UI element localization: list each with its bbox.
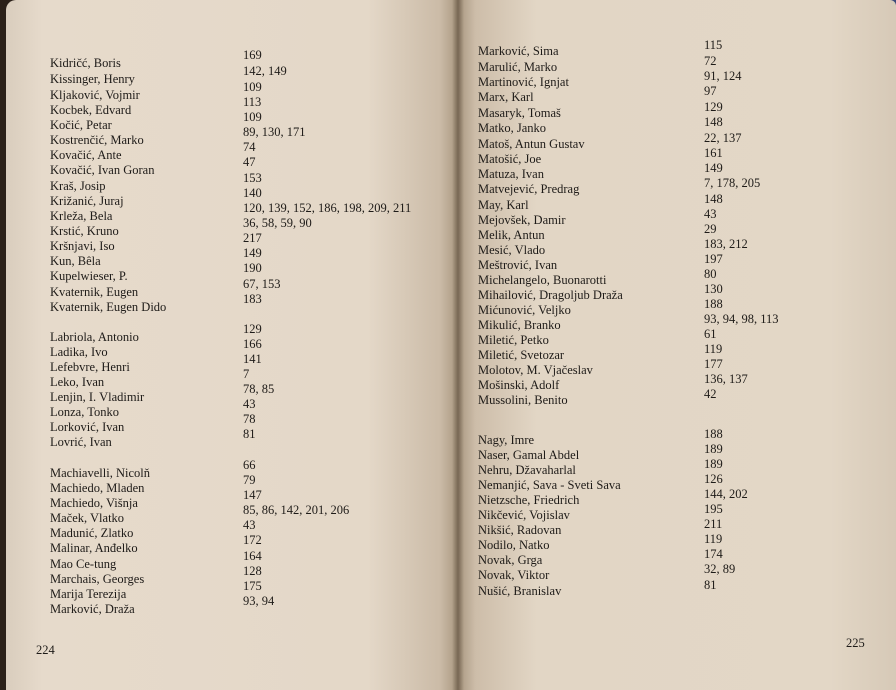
index-entry-pages: 197 — [704, 252, 723, 267]
index-entry-name: Leko, Ivan — [50, 374, 105, 389]
index-entry-name: Marković, Draža — [50, 601, 135, 616]
index-entry-name: Marulić, Marko — [478, 59, 558, 74]
index-entry-name: Ladika, Ivo — [50, 344, 108, 359]
index-entry-name: Mićunović, Veljko — [478, 302, 571, 317]
index-entry-pages: 120, 139, 152, 186, 198, 209, 211 — [243, 201, 412, 215]
index-entry-pages: 217 — [243, 231, 262, 245]
index-entry-name: Kovačić, Ivan Goran — [50, 162, 155, 177]
index-entry-pages: 188 — [704, 297, 723, 312]
index-entry-pages: 113 — [243, 95, 262, 109]
index-entry-pages: 128 — [243, 564, 262, 578]
index-entry-name: Nodilo, Natko — [478, 537, 550, 552]
index-entry-name: Lonza, Tonko — [50, 404, 120, 419]
index-entry-pages: 115 — [704, 38, 723, 53]
index-entry-name: Marković, Sima — [478, 43, 559, 58]
index-entry-name: Madunić, Zlatko — [50, 525, 134, 540]
index-entry-pages: 29 — [704, 222, 717, 237]
index-entry-pages: 129 — [704, 100, 723, 115]
index-entry-name: Nehru, Džavaharlal — [478, 462, 576, 477]
index-entry-pages: 36, 58, 59, 90 — [243, 216, 312, 230]
index-entry-pages: 189 — [704, 442, 723, 457]
index-entry-pages: 147 — [243, 488, 262, 502]
index-entry-name: Machiedo, Višnja — [50, 495, 138, 510]
index-entry-name: Kostrenčić, Marko — [50, 132, 144, 147]
index-entry-pages: 61 — [704, 327, 717, 342]
right-page — [458, 0, 896, 690]
index-entry-name: Novak, Viktor — [478, 567, 550, 582]
index-entry-pages: 149 — [243, 246, 262, 260]
index-entry-name: Kidričć, Boris — [50, 55, 121, 70]
index-entry-pages: 148 — [704, 192, 723, 207]
index-entry-pages: 189 — [704, 457, 723, 472]
index-entry-name: Kocbek, Edvard — [50, 102, 132, 117]
index-entry-pages: 136, 137 — [704, 372, 748, 387]
index-entry-name: Matko, Janko — [478, 120, 547, 135]
index-entry-name: Novak, Grga — [478, 552, 543, 567]
index-entry-pages: 144, 202 — [704, 487, 748, 502]
index-entry-pages: 81 — [704, 578, 717, 593]
index-entry-pages: 130 — [704, 282, 723, 297]
index-entry-pages: 109 — [243, 80, 262, 94]
index-entry-name: Mesić, Vlado — [478, 242, 546, 257]
index-entry-name: Nikšić, Radovan — [478, 522, 562, 537]
index-entry-pages: 149 — [704, 161, 723, 176]
index-entry-name: Kršnjavi, Iso — [50, 238, 115, 253]
index-entry-pages: 79 — [243, 473, 256, 487]
index-entry-name: Kupelwieser, P. — [50, 268, 128, 283]
index-entry-pages: 43 — [704, 207, 717, 222]
index-entry-pages: 141 — [243, 352, 262, 366]
index-entry-pages: 183, 212 — [704, 237, 748, 252]
index-entry-pages: 126 — [704, 472, 723, 487]
index-entry-pages: 93, 94, 98, 113 — [704, 312, 779, 327]
index-entry-name: Kljaković, Vojmir — [50, 87, 140, 102]
index-entry-name: Nemanjić, Sava - Sveti Sava — [478, 477, 621, 492]
index-entry-name: Maček, Vlatko — [50, 510, 125, 525]
index-entry-pages: 140 — [243, 186, 262, 200]
index-entry-name: Mihailović, Dragoljub Draža — [478, 287, 623, 302]
left-page-number: 224 — [36, 643, 55, 657]
index-entry-name: Labriola, Antonio — [50, 329, 139, 344]
index-entry-name: Nietzsche, Friedrich — [478, 492, 580, 507]
index-entry-name: Kvaternik, Eugen — [50, 284, 139, 299]
index-entry-name: Marija Terezija — [50, 586, 127, 601]
index-entry-name: Kočić, Petar — [50, 117, 112, 132]
index-entry-name: Marx, Karl — [478, 89, 534, 104]
index-entry-pages: 93, 94 — [243, 594, 275, 608]
index-entry-name: Lorković, Ivan — [50, 419, 125, 434]
index-entry-pages: 74 — [243, 140, 256, 154]
index-entry-pages: 183 — [243, 292, 262, 306]
index-entry-pages: 43 — [243, 518, 256, 532]
index-entry-pages: 7 — [243, 367, 250, 381]
index-entry-pages: 80 — [704, 267, 717, 282]
index-entry-name: Mikulić, Branko — [478, 317, 561, 332]
index-entry-name: Krstić, Kruno — [50, 223, 119, 238]
index-entry-pages: 32, 89 — [704, 562, 736, 577]
index-entry-name: Machiavelli, Nicolň — [50, 465, 150, 480]
index-entry-name: Križanić, Juraj — [50, 193, 124, 208]
index-entry-pages: 169 — [243, 48, 262, 62]
index-entry-pages: 81 — [243, 427, 256, 441]
index-entry-name: Martinović, Ignjat — [478, 74, 569, 89]
index-entry-pages: 164 — [243, 549, 262, 563]
index-entry-pages: 161 — [704, 146, 723, 161]
index-entry-name: Mošinski, Adolf — [478, 377, 560, 392]
index-entry-pages: 42 — [704, 387, 717, 402]
index-entry-pages: 142, 149 — [243, 64, 287, 78]
index-entry-pages: 7, 178, 205 — [704, 176, 761, 191]
index-entry-pages: 172 — [243, 533, 262, 547]
index-entry-pages: 166 — [243, 337, 262, 351]
index-entry-name: Matuza, Ivan — [478, 166, 544, 181]
index-entry-pages: 43 — [243, 397, 256, 411]
index-entry-pages: 174 — [704, 547, 723, 562]
index-entry-pages: 177 — [704, 357, 723, 372]
index-entry-pages: 91, 124 — [704, 69, 742, 84]
index-entry-pages: 195 — [704, 502, 723, 517]
index-entry-name: Mejovšek, Damir — [478, 212, 566, 227]
index-entry-pages: 78 — [243, 412, 256, 426]
index-entry-name: Meštrović, Ivan — [478, 257, 558, 272]
index-entry-pages: 72 — [704, 54, 717, 69]
left-page — [6, 0, 458, 690]
index-entry-name: Nikčević, Vojislav — [478, 507, 570, 522]
index-entry-pages: 22, 137 — [704, 131, 742, 146]
index-entry-pages: 119 — [704, 342, 723, 357]
index-entry-name: Miletić, Svetozar — [478, 347, 565, 362]
index-entry-name: Nagy, Imre — [478, 432, 535, 447]
index-entry-name: Kovačić, Ante — [50, 147, 122, 162]
index-entry-name: Kun, Bêla — [50, 253, 101, 268]
index-entry-pages: 129 — [243, 322, 262, 336]
index-entry-pages: 67, 153 — [243, 277, 281, 291]
index-entry-name: Kraš, Josip — [50, 178, 106, 193]
index-entry-name: Masaryk, Tomaš — [478, 105, 561, 120]
index-entry-name: Matoš, Antun Gustav — [478, 136, 585, 151]
index-entry-name: Lenjin, I. Vladimir — [50, 389, 145, 404]
index-entry-name: Malinar, Anđelko — [50, 540, 138, 555]
index-entry-pages: 89, 130, 171 — [243, 125, 306, 139]
index-entry-name: Melik, Antun — [478, 227, 545, 242]
index-entry-name: Mussolini, Benito — [478, 392, 568, 407]
index-entry-pages: 119 — [704, 532, 723, 547]
index-entry-name: Matošić, Joe — [478, 151, 542, 166]
index-entry-pages: 109 — [243, 110, 262, 124]
index-entry-name: Lefebvre, Henri — [50, 359, 130, 374]
index-entry-pages: 97 — [704, 84, 717, 99]
index-entry-name: Kissinger, Henry — [50, 71, 135, 86]
index-entry-name: Marchais, Georges — [50, 571, 145, 586]
index-entry-name: Kvaternik, Eugen Dido — [50, 299, 167, 314]
right-page-number: 225 — [846, 636, 865, 650]
index-entry-name: Naser, Gamal Abdel — [478, 447, 580, 462]
index-entry-pages: 211 — [704, 517, 723, 532]
index-entry-name: May, Karl — [478, 197, 529, 212]
index-entry-pages: 66 — [243, 458, 256, 472]
index-entry-name: Matvejević, Predrag — [478, 181, 580, 196]
index-entry-name: Machiedo, Mladen — [50, 480, 145, 495]
book-gutter — [452, 0, 464, 690]
index-entry-pages: 47 — [243, 155, 256, 169]
index-entry-pages: 148 — [704, 115, 723, 130]
index-entry-name: Mao Ce-tung — [50, 556, 117, 571]
index-entry-name: Krleža, Bela — [50, 208, 113, 223]
index-entry-pages: 153 — [243, 171, 262, 185]
index-entry-pages: 175 — [243, 579, 262, 593]
index-entry-name: Molotov, M. Vjačeslav — [478, 362, 593, 377]
index-entry-pages: 190 — [243, 261, 262, 275]
index-entry-pages: 78, 85 — [243, 382, 275, 396]
index-entry-pages: 85, 86, 142, 201, 206 — [243, 503, 350, 517]
index-entry-pages: 188 — [704, 427, 723, 442]
index-entry-name: Nušić, Branislav — [478, 583, 562, 598]
index-entry-name: Miletić, Petko — [478, 332, 549, 347]
index-entry-name: Lovrić, Ivan — [50, 434, 112, 449]
index-entry-name: Michelangelo, Buonarotti — [478, 272, 607, 287]
